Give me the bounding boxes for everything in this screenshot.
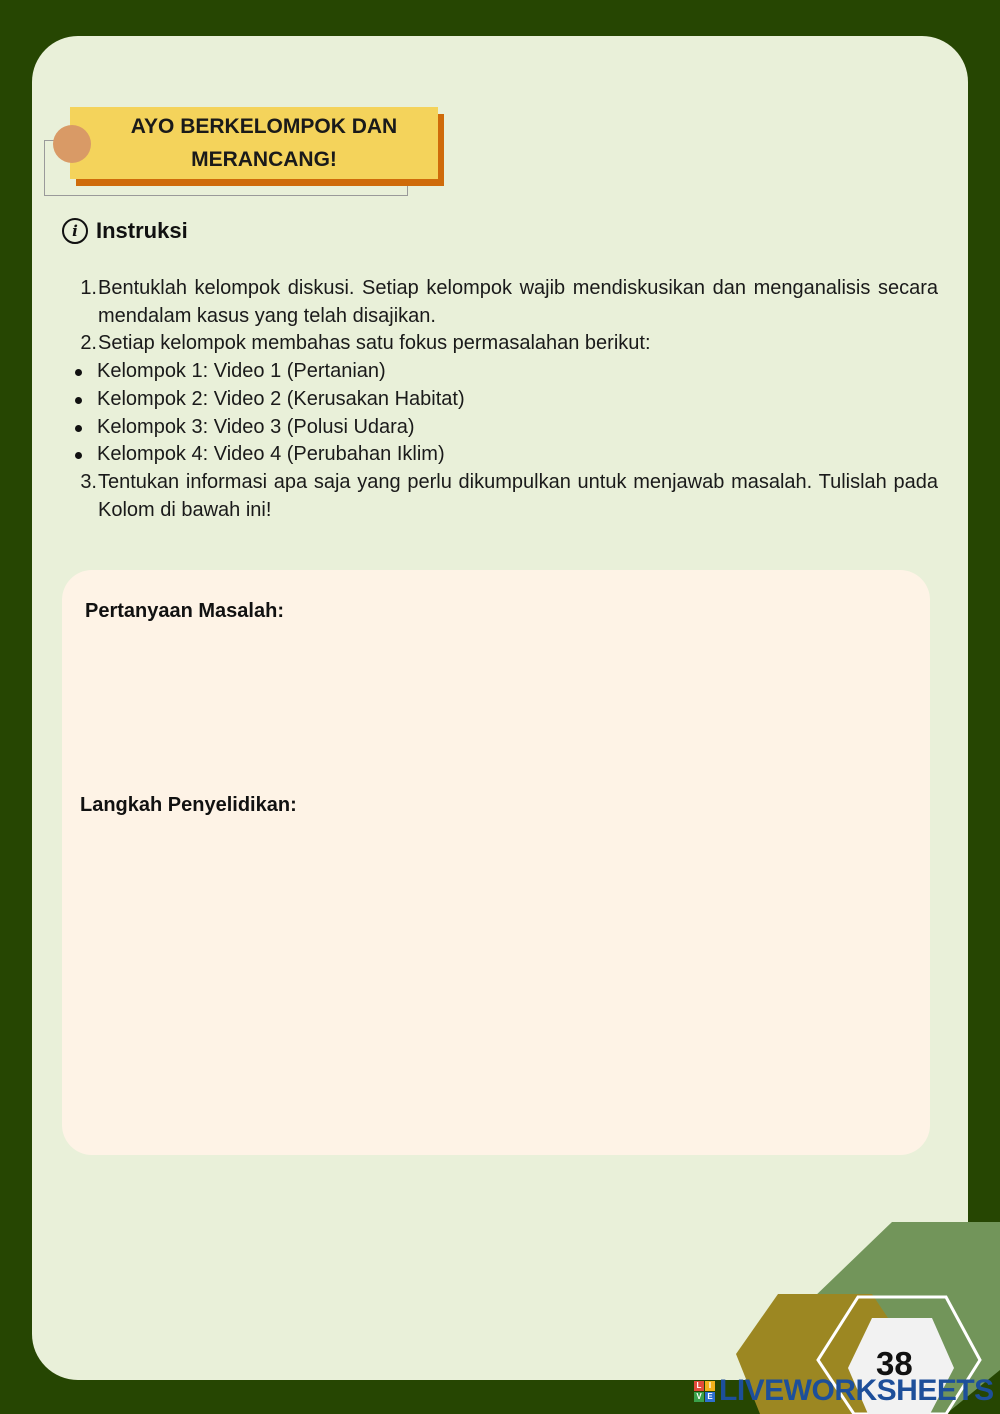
list-number: 1.: [80, 277, 97, 299]
list-text: Kelompok 1: Video 1 (Pertanian): [97, 360, 386, 383]
logo-letter: E: [705, 1392, 715, 1402]
logo-letter: L: [694, 1381, 704, 1391]
instructions-label: Instruksi: [96, 218, 188, 243]
liveworksheets-text: LIVEWORKSHEETS: [719, 1374, 994, 1407]
steps-label: Langkah Penyelidikan:: [80, 794, 297, 816]
info-icon: i: [62, 218, 88, 244]
list-text: Kelompok 3: Video 3 (Polusi Udara): [97, 415, 415, 438]
list-text: Bentuklah kelompok diskusi. Setiap kelompok wajib mendiskusikan dan menganalisis secara mendalam kasus yang telah disajikan.: [98, 277, 938, 327]
list-number: 3.: [80, 470, 97, 493]
list-text: Tentukan informasi apa saja yang perlu dikumpulkan untuk menjawab masalah. Tulislah pada Kolom di bawah ini!: [98, 470, 938, 521]
logo-letter: V: [694, 1392, 704, 1402]
liveworksheets-logo-icon: [694, 1381, 715, 1402]
list-text: Kelompok 2: Video 2 (Kerusakan Habitat): [97, 387, 465, 410]
list-number: 2.: [80, 332, 97, 355]
page-number: 38: [876, 1345, 913, 1382]
banner-title: AYO BERKELOMPOK DAN MERANCANG!: [130, 115, 398, 171]
list-text: Kelompok 4: Video 4 (Perubahan Iklim): [97, 443, 445, 466]
list-text: Setiap kelompok membahas satu fokus permasalahan berikut:: [98, 332, 651, 355]
logo-letter: I: [705, 1381, 715, 1391]
liveworksheets-watermark: [694, 1374, 994, 1408]
question-label: Pertanyaan Masalah:: [85, 600, 284, 622]
